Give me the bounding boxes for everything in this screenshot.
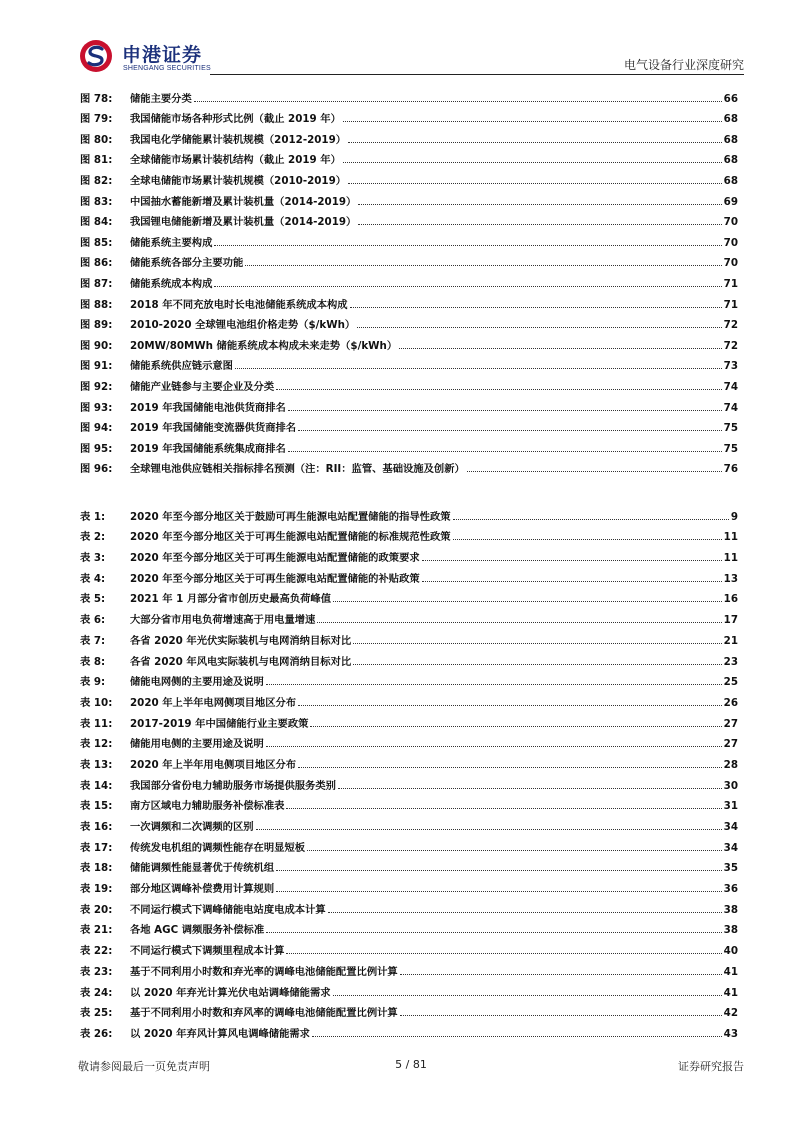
dot-leader [307, 850, 722, 851]
table-entry[interactable] [80, 523, 738, 544]
table-entry[interactable] [80, 605, 738, 626]
entry-page: 76 [723, 463, 738, 476]
entry-number: 表 22: [80, 945, 113, 958]
entry-number: 图 92: [80, 380, 113, 393]
table-entry[interactable] [80, 688, 738, 709]
dot-leader [348, 142, 722, 143]
report-type: 电气设备行业深度研究 [623, 58, 744, 72]
entry-page: 68 [723, 154, 738, 167]
dot-leader [288, 451, 722, 452]
table-entry[interactable] [80, 812, 738, 833]
table-entry[interactable] [80, 709, 738, 730]
entry-page: 68 [723, 113, 738, 126]
dot-leader [400, 974, 722, 975]
entry-title: 储能主要分类 [130, 92, 192, 105]
entry-title: 全球电储能市场累计装机规模（2010-2019） [130, 174, 347, 187]
entry-number: 表 20: [80, 903, 113, 916]
dot-leader [358, 224, 721, 225]
entry-title: 2017-2019 年中国储能行业主要政策 [130, 717, 309, 730]
entry-page: 11 [723, 531, 738, 544]
dot-leader [453, 519, 729, 520]
page-number: 5 / 81 [395, 1058, 427, 1071]
entry-number: 表 8: [80, 655, 106, 668]
entry-title: 大部分省市用电负荷增速高于用电量增速 [130, 614, 316, 627]
entry-page: 23 [723, 655, 738, 668]
entry-page: 41 [723, 965, 738, 978]
entry-title: 全球储能市场累计装机结构（截止 2019 年） [130, 154, 341, 167]
figure-entry[interactable] [80, 372, 738, 393]
dot-leader [343, 162, 722, 163]
entry-page: 72 [723, 319, 738, 332]
table-entry[interactable] [80, 895, 738, 916]
page-header [78, 38, 744, 74]
entry-title: 一次调频和二次调频的区别 [130, 821, 254, 833]
entry-title: 各地 AGC 调频服务补偿标准 [130, 924, 265, 937]
entry-number: 图 83: [80, 195, 113, 208]
entry-title: 南方区域电力辅助服务补偿标准表 [130, 800, 285, 813]
entry-title: 传统发电机组的调频性能存在明显短板 [130, 841, 306, 854]
entry-page: 72 [723, 339, 738, 352]
entry-title: 储能产业链参与主要企业及分类 [130, 380, 275, 393]
entry-page: 16 [723, 593, 738, 606]
entry-number: 表 7: [80, 634, 106, 647]
entry-page: 75 [723, 442, 738, 455]
figure-entry[interactable] [80, 414, 738, 435]
entry-page: 11 [723, 552, 738, 565]
entry-page: 71 [723, 298, 738, 311]
table-entry[interactable] [80, 792, 738, 813]
table-entry[interactable] [80, 750, 738, 771]
entry-page: 27 [723, 717, 738, 730]
entry-title: 以 2020 年弃光计算光伏电站调峰储能需求 [130, 986, 331, 999]
figure-entry[interactable] [80, 84, 738, 105]
entry-page: 42 [723, 1007, 738, 1020]
dot-leader [298, 767, 722, 768]
entry-title: 不同运行模式下调频里程成本计算 [130, 945, 285, 958]
entry-number: 表 10: [80, 696, 113, 709]
entry-page: 35 [723, 862, 738, 875]
figure-entry[interactable] [80, 393, 738, 414]
dot-leader [245, 265, 721, 266]
entry-number: 表 6: [80, 614, 106, 627]
dot-leader [343, 121, 722, 122]
dot-leader [328, 912, 722, 913]
entry-page: 26 [723, 696, 738, 709]
entry-number: 表 18: [80, 862, 113, 875]
dot-leader [399, 348, 721, 349]
entry-number: 图 96: [80, 463, 113, 476]
entry-title: 我国锂电储能新增及累计装机量（2014-2019） [130, 216, 357, 229]
dot-leader [338, 788, 722, 789]
entry-title: 2019 年我国储能系统集成商排名 [130, 442, 286, 455]
entry-number: 表 4: [80, 572, 106, 585]
entry-number: 表 25: [80, 1007, 113, 1020]
entry-page: 66 [723, 92, 738, 105]
entry-page: 70 [723, 257, 738, 270]
entry-title: 各省 2020 年风电实际装机与电网消纳目标对比 [130, 655, 352, 668]
dot-leader [266, 684, 722, 685]
entry-number: 图 95: [80, 442, 113, 455]
figure-entry[interactable] [80, 228, 738, 249]
entry-page: 25 [723, 676, 738, 689]
entry-page: 43 [723, 1027, 738, 1040]
entry-number: 图 81: [80, 154, 113, 167]
entry-title: 2020 年上半年电网侧项目地区分布 [130, 696, 297, 709]
dot-leader [400, 1015, 722, 1016]
table-entry[interactable] [80, 502, 738, 523]
figure-entry[interactable] [80, 290, 738, 311]
entry-page: 73 [723, 360, 738, 373]
entry-number: 表 24: [80, 986, 113, 999]
table-entry[interactable] [80, 978, 738, 999]
entry-number: 表 23: [80, 965, 113, 978]
footer-report-label: 证券研究报告 [678, 1060, 744, 1073]
entry-number: 表 17: [80, 841, 113, 854]
entry-page: 13 [723, 572, 738, 585]
table-entry[interactable] [80, 585, 738, 606]
dot-leader [235, 368, 722, 369]
entry-page: 40 [723, 945, 738, 958]
dot-leader [276, 870, 722, 871]
dot-leader [333, 601, 722, 602]
table-entry[interactable] [80, 957, 738, 978]
entry-page: 75 [723, 422, 738, 435]
entry-title: 20MW/80MWh 储能系统成本构成未来走势（$/kWh） [130, 339, 398, 352]
table-entry[interactable] [80, 647, 738, 668]
entry-number: 表 26: [80, 1027, 113, 1040]
figure-entry[interactable] [80, 434, 738, 455]
entry-number: 图 80: [80, 133, 113, 146]
table-entry[interactable] [80, 999, 738, 1020]
entry-number: 图 88: [80, 298, 113, 311]
dot-leader [298, 705, 722, 706]
dot-leader [266, 746, 722, 747]
entry-number: 表 21: [80, 924, 113, 937]
entry-number: 表 9: [80, 676, 106, 689]
figure-entry[interactable] [80, 455, 738, 476]
entry-title: 以 2020 年弃风计算风电调峰储能需求 [130, 1027, 310, 1040]
entry-number: 表 13: [80, 758, 113, 771]
entry-page: 38 [723, 924, 738, 937]
entry-title: 储能系统成本构成 [130, 277, 213, 290]
entry-title: 2020 年至今部分地区关于可再生能源电站配置储能的政策要求 [130, 552, 420, 565]
entry-page: 34 [723, 841, 738, 854]
entry-page: 36 [723, 883, 738, 896]
table-entry[interactable] [80, 874, 738, 895]
dot-leader [288, 410, 722, 411]
entry-title: 不同运行模式下调峰储能电站度电成本计算 [130, 903, 326, 916]
entry-title: 部分地区调峰补偿费用计算规则 [130, 883, 275, 896]
figure-entry[interactable] [80, 249, 738, 270]
dot-leader [286, 953, 721, 954]
entry-page: 30 [723, 779, 738, 792]
figure-entry[interactable] [80, 166, 738, 187]
dot-leader [286, 808, 721, 809]
figure-list [80, 84, 738, 475]
entry-title: 2020 年至今部分地区关于鼓励可再生能源电站配置储能的指导性政策 [130, 510, 451, 523]
entry-number: 图 78: [80, 92, 113, 105]
dot-leader [453, 539, 722, 540]
dot-leader [194, 101, 722, 102]
figure-entry[interactable] [80, 105, 738, 126]
table-entry[interactable] [80, 833, 738, 854]
entry-page: 68 [723, 174, 738, 187]
entry-page: 31 [723, 800, 738, 813]
entry-number: 表 5: [80, 593, 106, 606]
dot-leader [422, 560, 722, 561]
entry-title: 各省 2020 年光伏实际装机与电网消纳目标对比 [130, 634, 352, 647]
entry-page: 27 [723, 738, 738, 751]
figure-entry[interactable] [80, 125, 738, 146]
dot-leader [256, 829, 722, 830]
entry-title: 2020 年至今部分地区关于可再生能源电站配置储能的标准规范性政策 [130, 531, 451, 544]
header-divider [210, 74, 744, 75]
entry-number: 表 2: [80, 531, 106, 544]
entry-title: 我国电化学储能累计装机规模（2012-2019） [130, 133, 347, 146]
entry-title: 我国储能市场各种形式比例（截止 2019 年） [130, 113, 341, 126]
dot-leader [266, 932, 722, 933]
shengang-logo-icon [78, 38, 118, 74]
entry-title: 我国部分省份电力辅助服务市场提供服务类别 [130, 779, 336, 792]
dot-leader [353, 664, 721, 665]
dot-leader [312, 1036, 722, 1037]
entry-number: 图 93: [80, 401, 113, 414]
entry-page: 17 [723, 614, 738, 627]
table-list [80, 502, 738, 1040]
table-entry[interactable] [80, 854, 738, 875]
entry-title: 2020 年上半年用电侧项目地区分布 [130, 758, 297, 771]
dot-leader [276, 389, 722, 390]
entry-number: 图 94: [80, 422, 113, 435]
entry-number: 图 82: [80, 174, 113, 187]
dot-leader [214, 286, 721, 287]
dot-leader [422, 581, 722, 582]
entry-number: 图 86: [80, 257, 113, 270]
figure-entry[interactable] [80, 311, 738, 332]
entry-page: 34 [723, 821, 738, 833]
entry-number: 图 87: [80, 277, 113, 290]
entry-page: 70 [723, 236, 738, 249]
table-entry[interactable] [80, 771, 738, 792]
entry-title: 储能系统主要构成 [130, 236, 213, 249]
entry-number: 表 11: [80, 717, 113, 730]
entry-title: 2019 年我国储能变流器供货商排名 [130, 422, 297, 435]
entry-number: 图 85: [80, 236, 113, 249]
brand-name-en: SHENGANG SECURITIES [123, 65, 211, 72]
entry-page: 38 [723, 903, 738, 916]
entry-number: 表 14: [80, 779, 113, 792]
entry-page: 21 [723, 634, 738, 647]
dot-leader [317, 622, 721, 623]
entry-number: 表 15: [80, 800, 113, 813]
dot-leader [358, 204, 721, 205]
entry-title: 储能电网侧的主要用途及说明 [130, 676, 264, 689]
table-entry[interactable] [80, 936, 738, 957]
entry-page: 71 [723, 277, 738, 290]
entry-title: 中国抽水蓄能新增及累计装机量（2014-2019） [130, 195, 357, 208]
entry-page: 41 [723, 986, 738, 999]
figure-entry[interactable] [80, 269, 738, 290]
entry-page: 69 [723, 195, 738, 208]
table-entry[interactable] [80, 916, 738, 937]
entry-number: 表 12: [80, 738, 113, 751]
entry-page: 74 [723, 401, 738, 414]
figure-entry[interactable] [80, 352, 738, 373]
entry-number: 表 19: [80, 883, 113, 896]
entry-title: 储能调频性能显著优于传统机组 [130, 862, 275, 875]
entry-page: 28 [723, 758, 738, 771]
entry-page: 68 [723, 133, 738, 146]
figure-entry[interactable] [80, 187, 738, 208]
dot-leader [357, 327, 721, 328]
dot-leader [298, 430, 722, 431]
table-entry[interactable] [80, 543, 738, 564]
entry-title: 2021 年 1 月部分省市创历史最高负荷峰值 [130, 593, 332, 606]
entry-number: 表 16: [80, 821, 113, 833]
entry-page: 70 [723, 216, 738, 229]
entry-title: 储能用电侧的主要用途及说明 [130, 738, 264, 751]
entry-number: 表 1: [80, 510, 106, 523]
table-entry[interactable] [80, 1019, 738, 1040]
entry-title: 2019 年我国储能电池供货商排名 [130, 401, 286, 414]
entry-page: 9 [730, 510, 738, 523]
entry-title: 基于不同利用小时数和弃光率的调峰电池储能配置比例计算 [130, 965, 398, 978]
table-entry[interactable] [80, 668, 738, 689]
brand-name-cn: 申港证券 [122, 44, 203, 66]
entry-title: 2010-2020 全球锂电池组价格走势（$/kWh） [130, 319, 356, 332]
entry-title: 全球锂电池供应链相关指标排名预测（注：RII：监管、基础设施及创新） [130, 463, 465, 476]
figure-entry[interactable] [80, 208, 738, 229]
entry-number: 图 79: [80, 113, 113, 126]
table-entry[interactable] [80, 564, 738, 585]
entry-number: 图 84: [80, 216, 113, 229]
entry-title: 2020 年至今部分地区关于可再生能源电站配置储能的补贴政策 [130, 572, 420, 585]
footer-disclaimer: 敬请参阅最后一页免责声明 [78, 1060, 210, 1073]
entry-title: 基于不同利用小时数和弃风率的调峰电池储能配置比例计算 [130, 1007, 398, 1020]
entry-title: 2018 年不同充放电时长电池储能系统成本构成 [130, 298, 348, 311]
entry-number: 图 90: [80, 339, 113, 352]
dot-leader [333, 995, 722, 996]
entry-number: 图 89: [80, 319, 113, 332]
dot-leader [214, 245, 721, 246]
entry-title: 储能系统供应链示意图 [130, 360, 233, 373]
table-entry[interactable] [80, 730, 738, 751]
dot-leader [350, 307, 722, 308]
entry-title: 储能系统各部分主要功能 [130, 257, 244, 270]
dot-leader [276, 891, 722, 892]
figure-entry[interactable] [80, 331, 738, 352]
table-entry[interactable] [80, 626, 738, 647]
dot-leader [353, 643, 721, 644]
entry-number: 表 3: [80, 552, 106, 565]
dot-leader [348, 183, 722, 184]
dot-leader [310, 726, 721, 727]
figure-entry[interactable] [80, 146, 738, 167]
entry-page: 74 [723, 380, 738, 393]
dot-leader [467, 471, 722, 472]
entry-number: 图 91: [80, 360, 113, 373]
